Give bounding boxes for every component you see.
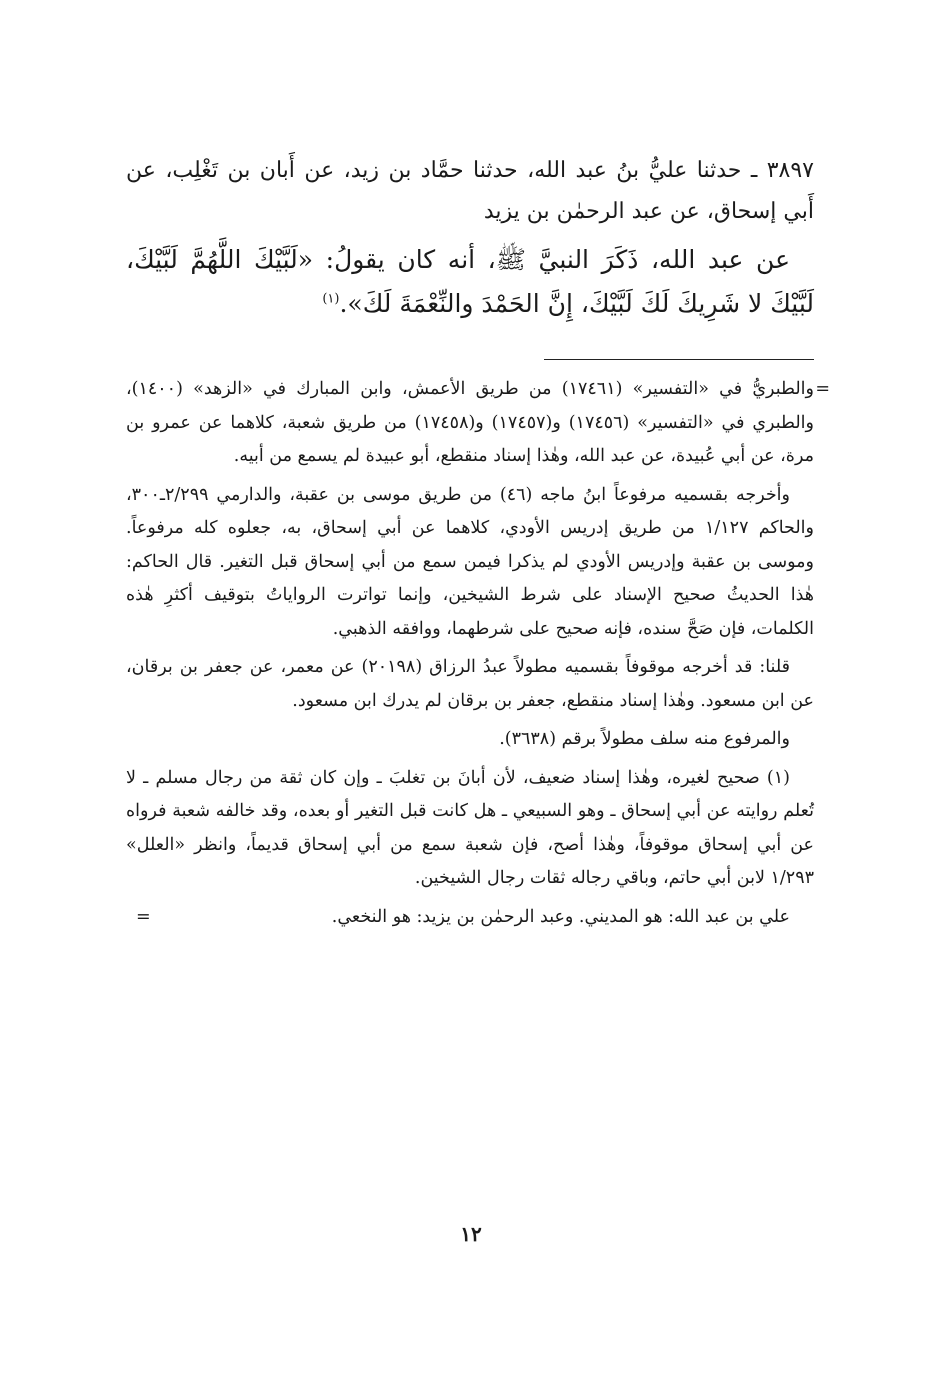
footnote-paragraph-6-text: علي بن عبد الله: هو المديني. وعبد الرحمٰن بن يزيد: هو النخعي. <box>331 906 790 927</box>
footnote-paragraph-3: قلنا: قد أخرجه موقوفاً بقسميه مطولاً عبدُ الرزاق (٢٠١٩٨) عن معمر، عن جعفر بن برقان، عن ابن مسعود. وهٰذا إسناد منقطع، جعفر بن برقان لم يدرك ابن مسعود. <box>126 657 814 711</box>
footnotes-block <box>126 373 830 939</box>
footnote-paragraph-4: والمرفوع منه سلف مطولاً برقم (٣٦٣٨). <box>499 729 790 749</box>
hadith-matn: عن عبد الله، ذَكَرَ النبيَّ ﷺ، أنه كان يقولُ: «لَبَّيْكَ اللَّهُمَّ لَبَّيْكَ، لَبَّيْكَ لا شَرِيكَ لَكَ لَبَّيْكَ، إِنَّ الحَمْدَ والنِّعْمَةَ لَكَ». <box>126 245 814 318</box>
footnote-reference: (١) <box>322 291 340 307</box>
footnote-paragraph-6 <box>126 901 814 935</box>
page-number: ١٢ <box>460 1222 482 1246</box>
hadith-chain: ٣٨٩٧ ـ حدثنا عليُّ بنُ عبد الله، حدثنا حمَّاد بن زيد، عن أَبان بن تَغْلِب، عن أَبي إسحاق، عن عبد الرحمٰن بن يزيد <box>126 158 814 224</box>
continuation-end-mark: = <box>136 906 151 927</box>
footnote-paragraph-1-text: والطبريُّ في «التفسير» (١٧٤٦١) من طريق الأعمش، وابن المبارك في «الزهد» (١٤٠٠)، والطبري في «التفسير» (١٧٤٥٦) و(١٧٤٥٧) و(١٧٤٥٨) من طريق شعبة، كلاهما عن عمرو بن مرة، عن أبي عُبيدة، عن عبد الله، وهٰذا إسناد منقطع، أبو عبيدة لم يسمع من أبيه. <box>126 379 814 466</box>
footnote-paragraph-5: (١) صحيح لغيره، وهٰذا إسناد ضعيف، لأن أبانَ بن تغلبَ ـ وإن كان ثقة من رجال مسلم ـ لا تُعلم روايته عن أبي إسحاق ـ وهو السبيعي ـ هل كانت قبل التغير أو بعده، وقد خالفه شعبة فرواه عن أبي إسحاق موقوفاً، وهٰذا أصح، فإن شعبة سمع من أبي إسحاق قديماً، وانظر «العلل» ١/٢٩٣ لابن أبي حاتم، وباقي رجاله ثقات رجال الشيخين. <box>126 767 814 888</box>
footnote-paragraph-2: وأخرجه بقسميه مرفوعاً ابنُ ماجه (٤٦) من طريق موسى بن عقبة، والدارمي ٢/٢٩٩ـ٣٠٠، والحاكم ١/١٢٧ من طريق إدريس الأودي، كلاهما عن أبي إسحاق، به، جعلوه كله مرفوعاً. وموسى بن عقبة وإدريس الأودي لم يذكرا فيمن سمع من أبي إسحاق قبل التغير. قال الحاكم: هٰذا الحديثُ صحيح الإسناد على شرط الشيخين، وإنما تواترت الرواياتُ بتوقيف أكثرِ هٰذه الكلمات، فإن صَحَّ سنده، فإنه صحيح على شرطهما، ووافقه الذهبي. <box>126 484 814 639</box>
hadith-block <box>126 150 814 326</box>
footnote-divider <box>544 359 814 360</box>
hadith-text <box>126 238 814 326</box>
continuation-mark: = <box>815 379 830 399</box>
footnote-paragraph-1 <box>126 373 830 474</box>
